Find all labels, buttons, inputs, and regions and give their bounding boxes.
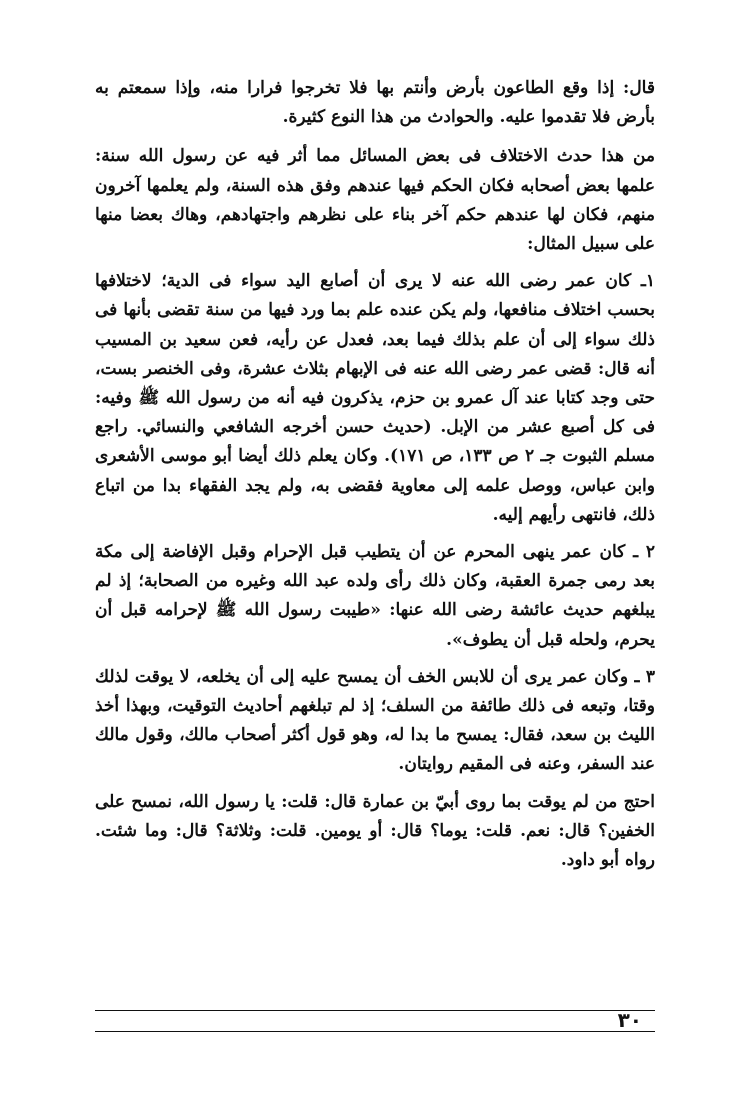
paragraph-difference-origin: من هذا حدث الاختلاف فى بعض المسائل مما أثر فيه عن رسول الله سنة: علمها بعض أصحابه فكان الحكم فيها عندهم وفق هذه السنة، ولم يعلمها آخرون منهم، فكان لها عندهم حكم آخر بناء على نظرهم واجتهادهم، وهاك بعضا منها على سبيل المثال: (95, 146, 655, 255)
paragraph-example-3-wiping-khuff: ٣ ـ وكان عمر يرى أن للابس الخف أن يمسح عليه إلى أن يخلعه، لا يوقت لذلك وقتا، وتبعه فى ذلك طائفة من السلف؛ إذ لم تبلغهم أحاديث التوقيت، وبهذا أخذ الليث بن سعد، فقال: يمسح ما بدا له، وهو قول أكثر أصحاب مالك، وقول مالك عند السفر، وعنه فى المقيم روايتان. (95, 666, 655, 775)
paragraph-example-2-perfume-ihram: ٢ ـ كان عمر ينهى المحرم عن أن يتطيب قبل الإحرام وقبل الإفاضة إلى مكة بعد رمى جمرة العقبة، وكان ذلك رأى ولده عبد الله وغيره من الصحابة؛ إذ لم يبلغهم حديث عائشة رضى الله عنها: «طيبت رسول الله ﷺ لإحرامه قبل أن يحرم، ولحله قبل أن يطوف». (95, 542, 655, 650)
paragraph-example-1-fingers-diya: ١ـ كان عمر رضى الله عنه لا يرى أن أصابع اليد سواء فى الدية؛ لاختلافها بحسب اختلاف منافعها، ولم يكن عنده علم بما ورد فيها من سنة تقضى بأنها فى ذلك سواء إلى أن علم بذلك فيما بعد، فعدل عن رأيه، فعن سعيد بن المسيب أنه قال: قضى عمر رضى الله عنه فى الإبهام بثلاث عشرة، وفى الخنصر بست، حتى وجد كتابا عند آل عمرو بن حزم، يذكرون فيه أنه من رسول الله ﷺ وفيه: فى كل أصبع عشر من الإبل. (حديث حسن أخرجه الشافعي والنسائي. راجع مسلم الثبوت جـ ٢ ص ١٣٣، ص ١٧١). وكان يعلم ذلك أيضا أبو موسى الأشعرى وابن عباس، ووصل علمه إلى معاوية فقضى به، ولم يجد الفقهاء بدا من اتباع ذلك، فانتهى رأيهم إليه. (95, 271, 655, 525)
paragraph-evidence-no-time-limit: احتج من لم يوقت بما روى أبيّ بن عمارة قال: قلت: يا رسول الله، نمسح على الخفين؟ قال: نعم. قلت: يوما؟ قال: أو يومين. قلت: وثلاثة؟ قال: وما شئت. رواه أبو داود. (95, 791, 655, 871)
page-body (95, 74, 655, 875)
footer-rule-top (95, 1010, 655, 1011)
paragraph-plague-hadith: قال: إذا وقع الطاعون بأرض وأنتم بها فلا تخرجوا فرارا منه، وإذا سمعتم به بأرض فلا تقدموا عليه. والحوادث من هذا النوع كثيرة. (95, 78, 655, 128)
page-number: ٣٠ (617, 1008, 642, 1032)
footer-rule-bottom (95, 1031, 655, 1032)
